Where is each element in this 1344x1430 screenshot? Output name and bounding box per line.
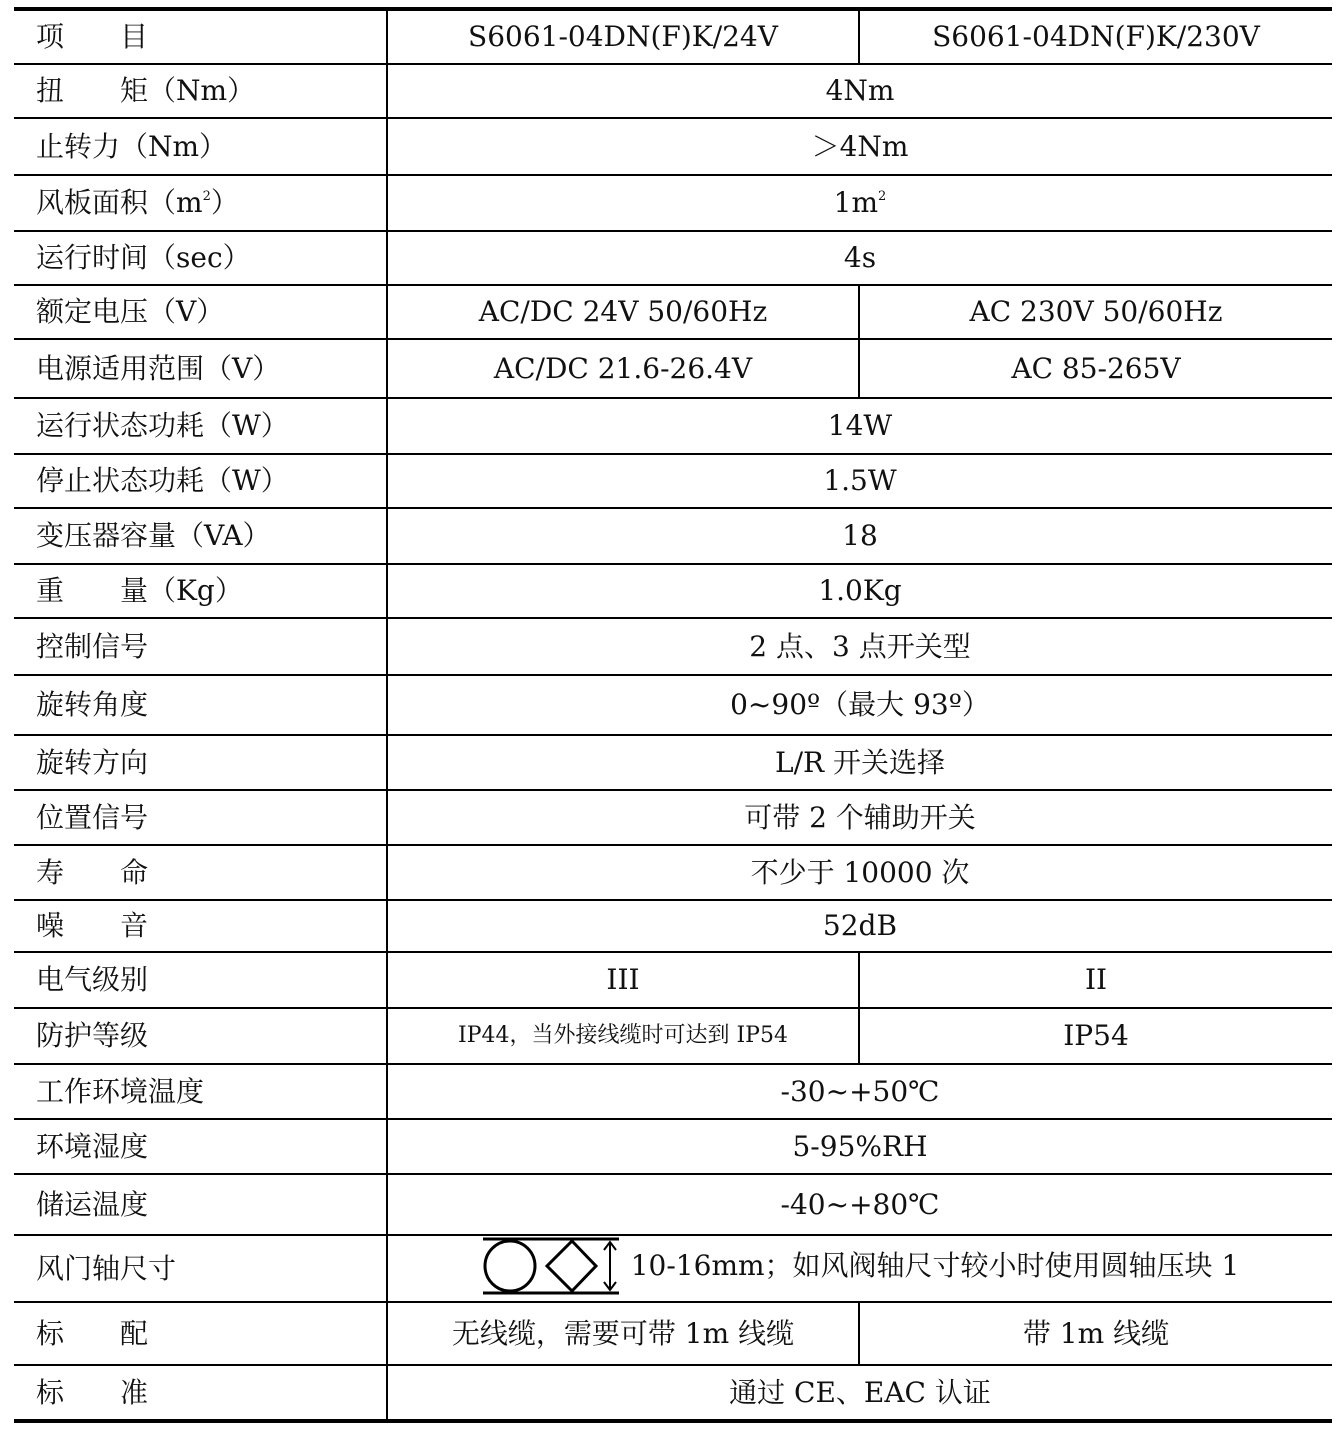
table-row: [14, 952, 1332, 1008]
table-row: [14, 398, 1332, 454]
row-label: 止转力（Nm）: [14, 118, 387, 175]
value-main: 1m: [833, 186, 879, 219]
row-label: 旋转方向: [14, 735, 387, 790]
row-label: 风门轴尺寸: [14, 1235, 387, 1302]
table-row: [14, 508, 1332, 564]
row-value: 1.5W: [387, 454, 1332, 508]
row-value-24v: III: [387, 952, 859, 1008]
row-value-230v: AC 230V 50/60Hz: [859, 285, 1332, 339]
row-label: 寿 命: [14, 845, 387, 900]
row-value-230v: II: [859, 952, 1332, 1008]
table-row: [14, 618, 1332, 675]
table-row: [14, 1008, 1332, 1064]
table-row: [14, 735, 1332, 790]
table-row: [14, 1365, 1332, 1421]
row-value-230v: 带 1m 线缆: [859, 1302, 1332, 1365]
row-value-24v: 无线缆，需要可带 1m 线缆: [387, 1302, 859, 1365]
row-value-24v: AC/DC 21.6-26.4V: [387, 339, 859, 398]
table-row: [14, 339, 1332, 398]
label-superscript: 2: [202, 189, 211, 204]
row-label: 控制信号: [14, 618, 387, 675]
label-tail: ）: [210, 186, 239, 219]
row-value-230v: AC 85-265V: [859, 339, 1332, 398]
row-value: 5-95%RH: [387, 1119, 1332, 1174]
row-value: 2 点、3 点开关型: [387, 618, 1332, 675]
table-row: [14, 285, 1332, 339]
row-value: 通过 CE、EAC 认证: [387, 1365, 1332, 1421]
table-row: [14, 1064, 1332, 1119]
row-label: 重 量（Kg）: [14, 564, 387, 618]
table-row: [14, 1119, 1332, 1174]
row-label: 电气级别: [14, 952, 387, 1008]
row-value: 52dB: [387, 900, 1332, 952]
row-value: 可带 2 个辅助开关: [387, 790, 1332, 845]
row-value: [387, 175, 1332, 231]
row-value: 不少于 10000 次: [387, 845, 1332, 900]
table-row: [14, 1174, 1332, 1235]
row-label: 工作环境温度: [14, 1064, 387, 1119]
table-row: [14, 118, 1332, 175]
table-row: [14, 845, 1332, 900]
row-label: 防护等级: [14, 1008, 387, 1064]
row-value: 0~90º（最大 93º）: [387, 675, 1332, 735]
row-value: -40~+80℃: [387, 1174, 1332, 1235]
row-label: [14, 175, 387, 231]
table-row: [14, 64, 1332, 118]
row-label: 运行时间（sec）: [14, 231, 387, 285]
row-label: 标 配: [14, 1302, 387, 1365]
row-value: 4Nm: [387, 64, 1332, 118]
row-value: 1.0Kg: [387, 564, 1332, 618]
table-row: [14, 564, 1332, 618]
row-value: ＞4Nm: [387, 118, 1332, 175]
specification-table: [14, 7, 1332, 1423]
round-square-shaft-icon: [481, 1237, 621, 1295]
row-label: 位置信号: [14, 790, 387, 845]
row-label: 运行状态功耗（W）: [14, 398, 387, 454]
row-label: 标 准: [14, 1365, 387, 1421]
table-header-row: [14, 9, 1332, 64]
row-value-230v: IP54: [859, 1008, 1332, 1064]
table-row: [14, 675, 1332, 735]
label-main: 风板面积（m: [36, 186, 203, 219]
row-value: 10-16mm；如风阀轴尺寸较小时使用圆轴压块 1: [630, 1249, 1240, 1282]
row-label: 环境湿度: [14, 1119, 387, 1174]
row-value: [387, 1235, 1332, 1302]
table-row: [14, 790, 1332, 845]
row-value: 14W: [387, 398, 1332, 454]
row-value: -30~+50℃: [387, 1064, 1332, 1119]
row-label: 额定电压（V）: [14, 285, 387, 339]
row-value-24v: AC/DC 24V 50/60Hz: [387, 285, 859, 339]
table-row: [14, 175, 1332, 231]
row-label: 噪 音: [14, 900, 387, 952]
table-row: [14, 454, 1332, 508]
row-value: L/R 开关选择: [387, 735, 1332, 790]
header-model-230v: S6061-04DN(F)K/230V: [859, 9, 1332, 64]
row-value: 18: [387, 508, 1332, 564]
row-value-24v: IP44，当外接线缆时可达到 IP54: [387, 1008, 859, 1064]
table-row: [14, 1235, 1332, 1302]
header-item-label: 项 目: [14, 9, 387, 64]
table-row: [14, 900, 1332, 952]
table-row: [14, 231, 1332, 285]
row-label: 电源适用范围（V）: [14, 339, 387, 398]
row-label: 扭 矩（Nm）: [14, 64, 387, 118]
row-label: 旋转角度: [14, 675, 387, 735]
value-superscript: 2: [878, 189, 887, 204]
row-value: 4s: [387, 231, 1332, 285]
row-label: 停止状态功耗（W）: [14, 454, 387, 508]
row-label: 变压器容量（VA）: [14, 508, 387, 564]
table-row: [14, 1302, 1332, 1365]
row-label: 储运温度: [14, 1174, 387, 1235]
header-model-24v: S6061-04DN(F)K/24V: [387, 9, 859, 64]
